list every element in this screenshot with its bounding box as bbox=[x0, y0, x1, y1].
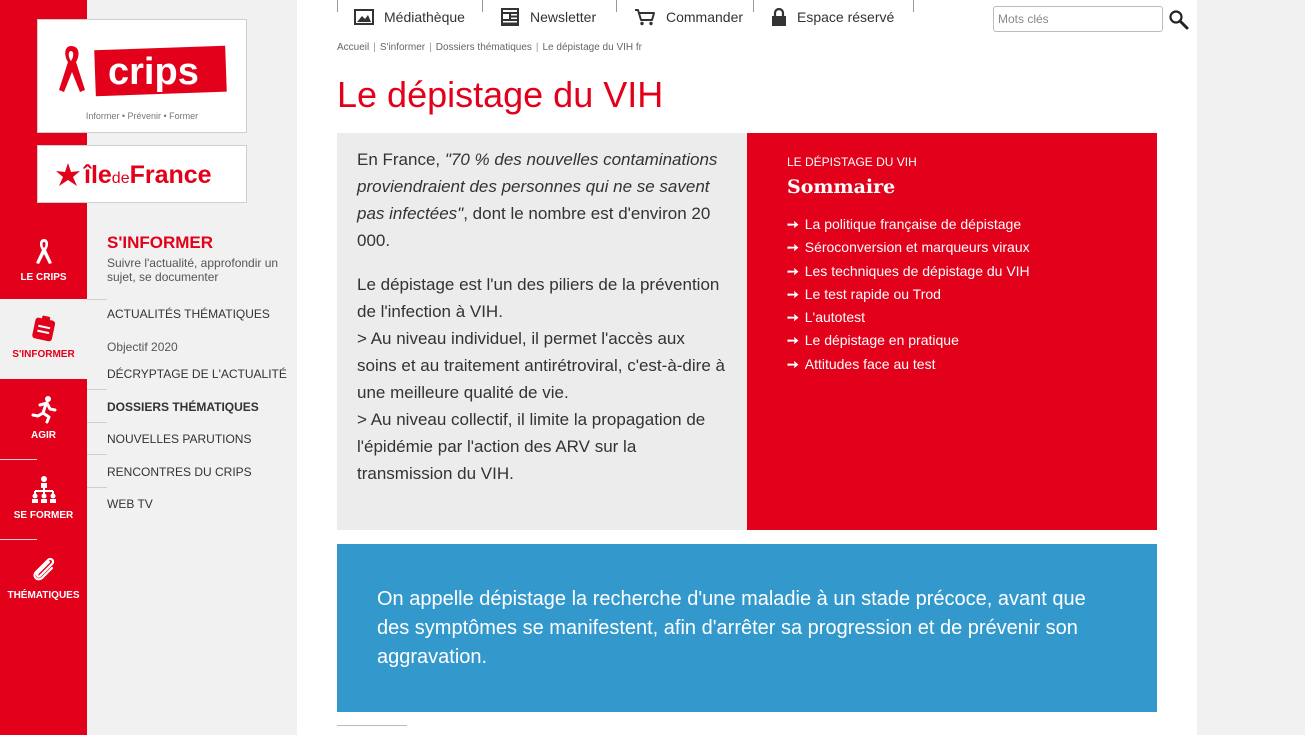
arrow-icon: ➙ bbox=[787, 285, 799, 302]
breadcrumb-link-sinformer[interactable]: S'informer bbox=[379, 42, 426, 53]
nav-separator bbox=[913, 0, 914, 12]
rail-label: THÉMATIQUES bbox=[7, 590, 80, 601]
summary-title: Sommaire bbox=[787, 176, 896, 198]
paperclip-icon bbox=[29, 554, 59, 584]
individual-line: > Au niveau individuel, il permet l'accès aux soins et au traitement antirétroviral, c'est-à-dire à une meilleure qualité de vie. bbox=[357, 329, 725, 402]
arrow-icon: ➙ bbox=[787, 309, 799, 326]
nav-label: Commander bbox=[666, 9, 744, 25]
submenu-divider bbox=[87, 389, 107, 390]
search-input[interactable] bbox=[993, 6, 1163, 32]
arrow-icon: ➙ bbox=[787, 355, 799, 372]
rail-label: LE CRIPS bbox=[20, 272, 67, 283]
clipboard-icon bbox=[29, 313, 59, 343]
nav-separator bbox=[482, 0, 483, 12]
region-mid: de bbox=[111, 170, 130, 187]
region-name: France bbox=[129, 161, 212, 189]
svg-text:îledeFrance bbox=[82, 161, 212, 189]
submenu-link-actualites[interactable]: ACTUALITÉS THÉMATIQUES bbox=[107, 307, 270, 321]
summary-link-label: Le dépistage en pratique bbox=[804, 332, 959, 349]
submenu-divider bbox=[87, 299, 107, 300]
crips-logo-mark bbox=[38, 20, 246, 132]
summary-link-label: Séroconversion et marqueurs viraux bbox=[804, 239, 1030, 256]
runner-icon bbox=[29, 394, 59, 424]
submenu-divider bbox=[87, 487, 107, 488]
submenu-description: Suivre l'actualité, approfondir un sujet, se documenter bbox=[107, 256, 279, 284]
crips-logo-text: crips bbox=[108, 51, 199, 93]
summary-list bbox=[787, 213, 1117, 376]
submenu-link-objectif-2020[interactable]: Objectif 2020 bbox=[107, 340, 178, 354]
summary-link-test-rapide[interactable] bbox=[787, 283, 1117, 306]
definition-text: On appelle dépistage la recherche d'une maladie à un stade précoce, avant que des symptômes se manifestent, afin d'arrêter sa progression et de prévenir son aggravation. bbox=[377, 588, 1086, 668]
intro-paragraph bbox=[357, 146, 727, 254]
rail-label: S'INFORMER bbox=[12, 349, 75, 360]
region-prefix: île bbox=[84, 161, 112, 189]
collective-line: > Au niveau collectif, il limite la propagation de l'épidémie par l'action des ARV sur la transmission du VIH. bbox=[357, 410, 706, 483]
page-title: Le dépistage du VIH bbox=[337, 74, 664, 115]
nav-separator bbox=[753, 0, 754, 12]
breadcrumb: Accueil | S'informer | Dossiers thématiques | Le dépistage du VIH fr bbox=[337, 42, 643, 53]
submenu-divider bbox=[87, 422, 107, 423]
nav-label: Espace réservé bbox=[797, 9, 895, 25]
nav-newsletter[interactable] bbox=[500, 5, 596, 29]
summary-kicker: LE DÉPISTAGE DU VIH bbox=[787, 155, 917, 169]
nav-mediatheque[interactable] bbox=[354, 5, 465, 29]
main-content bbox=[297, 0, 1197, 735]
summary-link-label: La politique française de dépistage bbox=[804, 216, 1022, 232]
rail-item-le-crips[interactable] bbox=[0, 222, 87, 302]
lock-icon bbox=[771, 7, 787, 27]
rail-item-thematiques[interactable] bbox=[0, 540, 87, 620]
star-icon bbox=[56, 163, 80, 186]
summary-link-autotest[interactable] bbox=[787, 306, 1117, 329]
summary-link-seroconversion[interactable] bbox=[787, 236, 1117, 259]
image-icon bbox=[354, 9, 374, 25]
nav-separator bbox=[337, 0, 338, 12]
crips-logo[interactable] bbox=[37, 19, 247, 133]
arrow-icon: ➙ bbox=[787, 216, 799, 232]
submenu-link-decryptage[interactable]: DÉCRYPTAGE DE L'ACTUALITÉ bbox=[107, 367, 287, 381]
rail-item-agir[interactable] bbox=[0, 380, 87, 460]
search-icon[interactable] bbox=[1168, 9, 1190, 31]
ile-de-france-logo[interactable] bbox=[37, 145, 247, 203]
breadcrumb-link-accueil[interactable]: Accueil bbox=[337, 42, 370, 53]
ribbon-icon bbox=[29, 236, 59, 266]
arrow-icon: ➙ bbox=[787, 332, 799, 349]
pillar-paragraph bbox=[357, 271, 727, 487]
cart-icon bbox=[634, 8, 656, 26]
summary-panel bbox=[747, 133, 1157, 530]
rail-label: SE FORMER bbox=[13, 510, 74, 521]
summary-link-label: Attitudes face au test bbox=[804, 355, 936, 372]
summary-link-techniques[interactable] bbox=[787, 260, 1117, 283]
summary-link-label: Le test rapide ou Trod bbox=[804, 285, 941, 302]
submenu-link-parutions[interactable]: NOUVELLES PARUTIONS bbox=[107, 432, 252, 446]
rail-item-s-informer[interactable] bbox=[0, 299, 87, 379]
summary-link-politique[interactable] bbox=[787, 213, 1117, 236]
nav-label: Médiathèque bbox=[384, 9, 465, 25]
submenu-link-web-tv[interactable]: WEB TV bbox=[107, 497, 153, 511]
breadcrumb-link-dossiers[interactable]: Dossiers thématiques bbox=[435, 42, 532, 53]
intro-tail: , dont le nombre est d'environ 20 000. bbox=[357, 204, 711, 250]
org-chart-icon bbox=[29, 474, 59, 504]
rail-item-se-former[interactable] bbox=[0, 460, 87, 540]
intro-quote: "70 % des nouvelles contaminations proviendraient des personnes qui ne se savent pas infectées" bbox=[357, 150, 718, 223]
submenu-link-dossiers[interactable]: DOSSIERS THÉMATIQUES bbox=[107, 400, 259, 414]
arrow-icon: ➙ bbox=[787, 262, 799, 279]
nav-separator bbox=[616, 0, 617, 12]
newspaper-icon bbox=[500, 7, 520, 27]
submenu-link-rencontres[interactable]: RENCONTRES DU CRIPS bbox=[107, 465, 252, 479]
submenu-title: S'INFORMER bbox=[107, 233, 214, 252]
intro-panel bbox=[337, 133, 747, 530]
ile-de-france-logo-mark bbox=[38, 146, 246, 202]
summary-link-attitudes[interactable] bbox=[787, 353, 1117, 376]
definition-panel bbox=[337, 544, 1157, 712]
arrow-icon: ➙ bbox=[787, 239, 799, 256]
summary-link-label: L'autotest bbox=[804, 309, 866, 326]
breadcrumb-current: Le dépistage du VIH fr bbox=[542, 42, 643, 53]
nav-espace-reserve[interactable] bbox=[771, 5, 894, 29]
nav-commander[interactable] bbox=[634, 5, 743, 29]
summary-link-pratique[interactable] bbox=[787, 329, 1117, 352]
crips-tagline: Informer • Prévenir • Former bbox=[85, 111, 199, 121]
summary-link-label: Les techniques de dépistage du VIH bbox=[804, 262, 1030, 279]
submenu-divider bbox=[87, 454, 107, 455]
rail-label: AGIR bbox=[31, 430, 56, 441]
section-divider bbox=[337, 725, 407, 726]
pillar-line: Le dépistage est l'un des piliers de la prévention de l'infection à VIH. bbox=[357, 275, 720, 321]
intro-lead: En France, bbox=[357, 150, 445, 169]
nav-label: Newsletter bbox=[530, 9, 597, 25]
